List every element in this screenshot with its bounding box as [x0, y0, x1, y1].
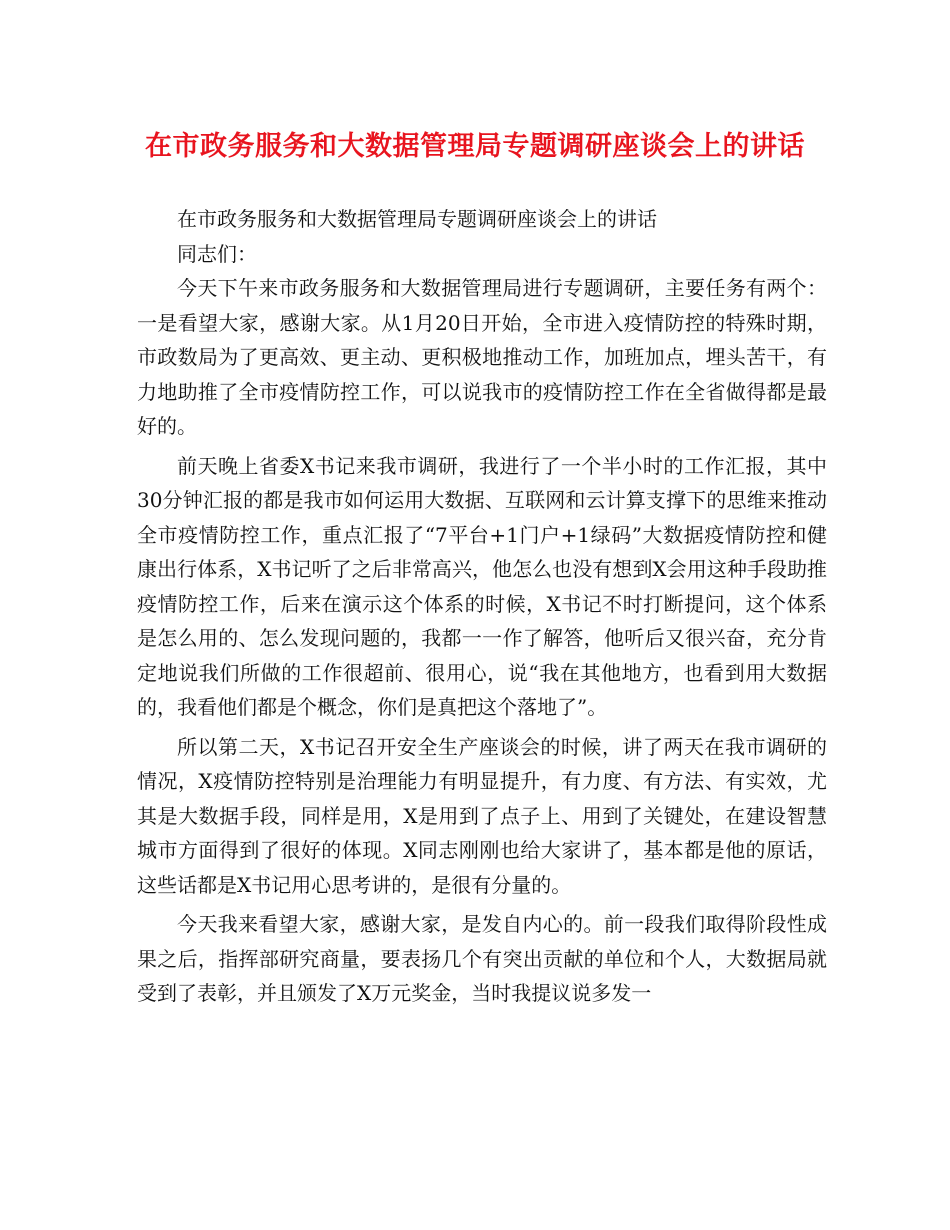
- paragraph-3: 所以第二天，X书记召开安全生产座谈会的时候，讲了两天在我市调研的情况，X疫情防控特别是治理能力有明显提升，有力度、有方法、有实效，尤其是大数据手段，同样是用，X是用到了点子上、用到了关键处，在建设智慧城市方面得到了很好的体现。X同志刚刚也给大家讲了，基本都是他的原话，这些话都是X书记用心思考讲的，是很有分量的。: [137, 734, 827, 897]
- salutation: 同志们：: [177, 241, 257, 266]
- paragraph-4: 今天我来看望大家，感谢大家，是发自内心的。前一段我们取得阶段性成果之后，指挥部研究商量，要表扬几个有突出贡献的单位和个人，大数据局就受到了表彰，并且颁发了X万元奖金，当时我提议说多发一: [137, 912, 827, 1005]
- document-body: [137, 202, 827, 1016]
- paragraph-1: 今天下午来市政务服务和大数据管理局进行专题调研，主要任务有两个：一是看望大家，感谢大家。从1月20日开始，全市进入疫情防控的特殊时期，市政数局为了更高效、更主动、更积极地推动工作，加班加点，埋头苦干，有力地助推了全市疫情防控工作，可以说我市的疫情防控工作在全省做得都是最好的。: [137, 276, 827, 438]
- paragraph-2: 前天晚上省委X书记来我市调研，我进行了一个半小时的工作汇报，其中30分钟汇报的都是我市如何运用大数据、互联网和云计算支撑下的思维来推动全市疫情防控工作，重点汇报了“7平台+1门户+1绿码”大数据疫情防控和健康出行体系，X书记听了之后非常高兴，他怎么也没有想到X会用这种手段助推疫情防控工作，后来在演示这个体系的时候，X书记不时打断提问，这个体系是怎么用的、怎么发现问题的，我都一一作了解答，他听后又很兴奋，充分肯定地说我们所做的工作很超前、很用心，说“我在其他地方，也看到用大数据的，我看他们都是个概念，你们是真把这个落地了”。: [137, 453, 827, 719]
- document-subtitle: 在市政务服务和大数据管理局专题调研座谈会上的讲话: [177, 207, 657, 231]
- document-title: 在市政务服务和大数据管理局专题调研座谈会上的讲话: [145, 131, 805, 162]
